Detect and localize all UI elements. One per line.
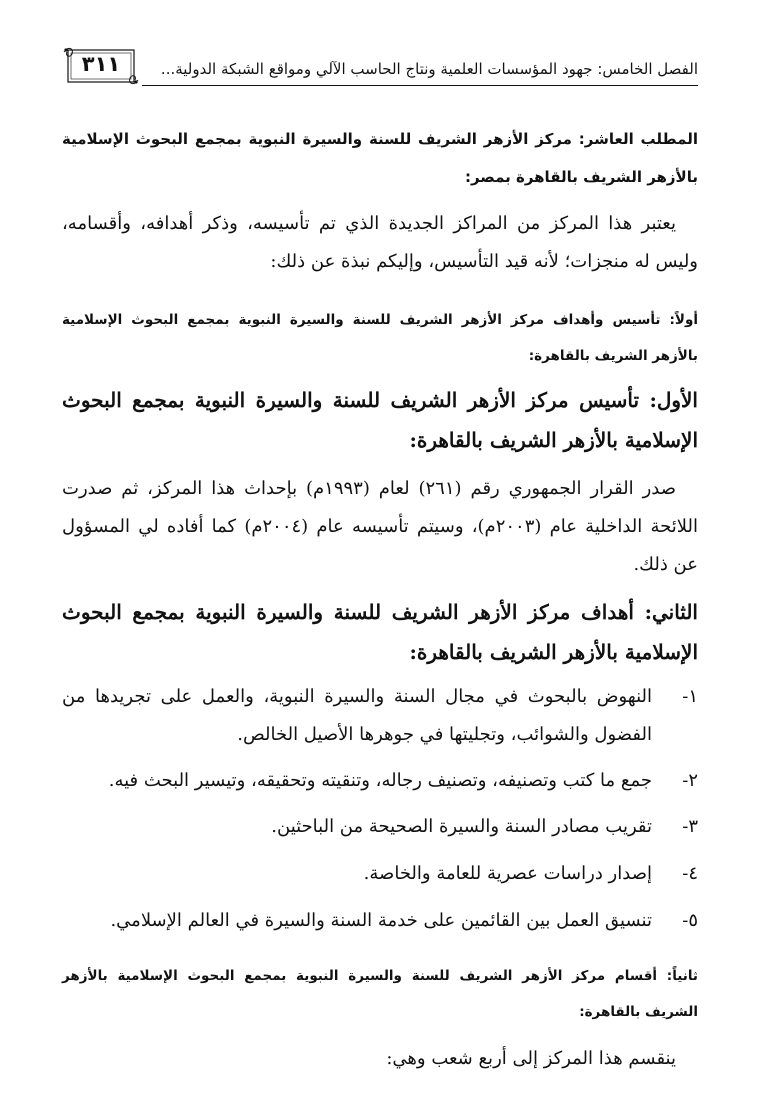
list-item — [62, 762, 698, 800]
founding-paragraph: صدر القرار الجمهوري رقم (٢٦١) لعام (١٩٩٣م) بإحداث هذا المركز، ثم صدرت اللائحة الداخلية عام (٢٠٠٣م)، وسيتم تأسيسه عام (٢٠٠٤م) كما أفاده لي المسؤول عن ذلك. — [62, 478, 698, 575]
page-header — [62, 40, 698, 88]
list-item-text: تنسيق العمل بين القائمين على خدمة السنة والسيرة في العالم الإسلامي. — [110, 910, 652, 931]
list-item-number: ٢- — [682, 770, 698, 791]
list-item — [62, 902, 698, 940]
heading-first: الأول: تأسيس مركز الأزهر الشريف للسنة والسيرة النبوية بمجمع البحوث الإسلامية بالأزهر الشريف بالقاهرة: — [62, 388, 698, 452]
list-item-text: إصدار دراسات عصرية للعامة والخاصة. — [363, 863, 652, 884]
list-item — [62, 678, 698, 754]
list-item-number: ١- — [682, 686, 698, 707]
list-item-number: ٥- — [682, 910, 698, 931]
closing-paragraph: ينقسم هذا المركز إلى أربع شعب وهي: — [386, 1048, 676, 1069]
list-item-text: النهوض بالبحوث في مجال السنة والسيرة النبوية، والعمل على تجريدها من الفضول والشوائب، وتجليتها في جوهرها الأصيل الخالص. — [62, 686, 652, 745]
list-item-text: جمع ما كتب وتصنيفه، وتصنيف رجاله، وتنقيته وتحقيقه، وتيسير البحث فيه. — [108, 770, 652, 791]
page-number: ٣١١ — [81, 52, 121, 76]
subsection-heading-1: أولاً: تأسيس وأهداف مركز الأزهر الشريف للسنة والسيرة النبوية بمجمع البحوث الإسلامية بالأزهر الشريف بالقاهرة: — [62, 312, 698, 364]
subsection-heading-2: ثانياً: أقسام مركز الأزهر الشريف للسنة والسيرة النبوية بمجمع البحوث الإسلامية بالأزهر الشريف بالقاهرة: — [62, 968, 698, 1020]
section-title: المطلب العاشر: مركز الأزهر الشريف للسنة والسيرة النبوية بمجمع البحوث الإسلامية بالأزهر الشريف بالقاهرة بمصر: — [62, 130, 698, 186]
list-item — [62, 808, 698, 846]
list-item-text: تقريب مصادر السنة والسيرة الصحيحة من الباحثين. — [271, 816, 652, 837]
heading-second: الثاني: أهداف مركز الأزهر الشريف للسنة والسيرة النبوية بمجمع البحوث الإسلامية بالأزهر الشريف بالقاهرة: — [62, 600, 698, 664]
list-item — [62, 855, 698, 893]
list-item-number: ٤- — [682, 863, 698, 884]
header-rule — [142, 85, 698, 86]
running-title: الفصل الخامس: جهود المؤسسات العلمية ونتاج الحاسب الآلي ومواقع الشبكة الدولية... — [160, 60, 698, 78]
page-number-frame — [62, 46, 140, 82]
list-item-number: ٣- — [682, 816, 698, 837]
intro-paragraph: يعتبر هذا المركز من المراكز الجديدة الذي تم تأسيسه، وذكر أهدافه، وأقسامه، وليس له منجزات؛ لأنه قيد التأسيس، وإليكم نبذة عن ذلك: — [62, 213, 698, 272]
